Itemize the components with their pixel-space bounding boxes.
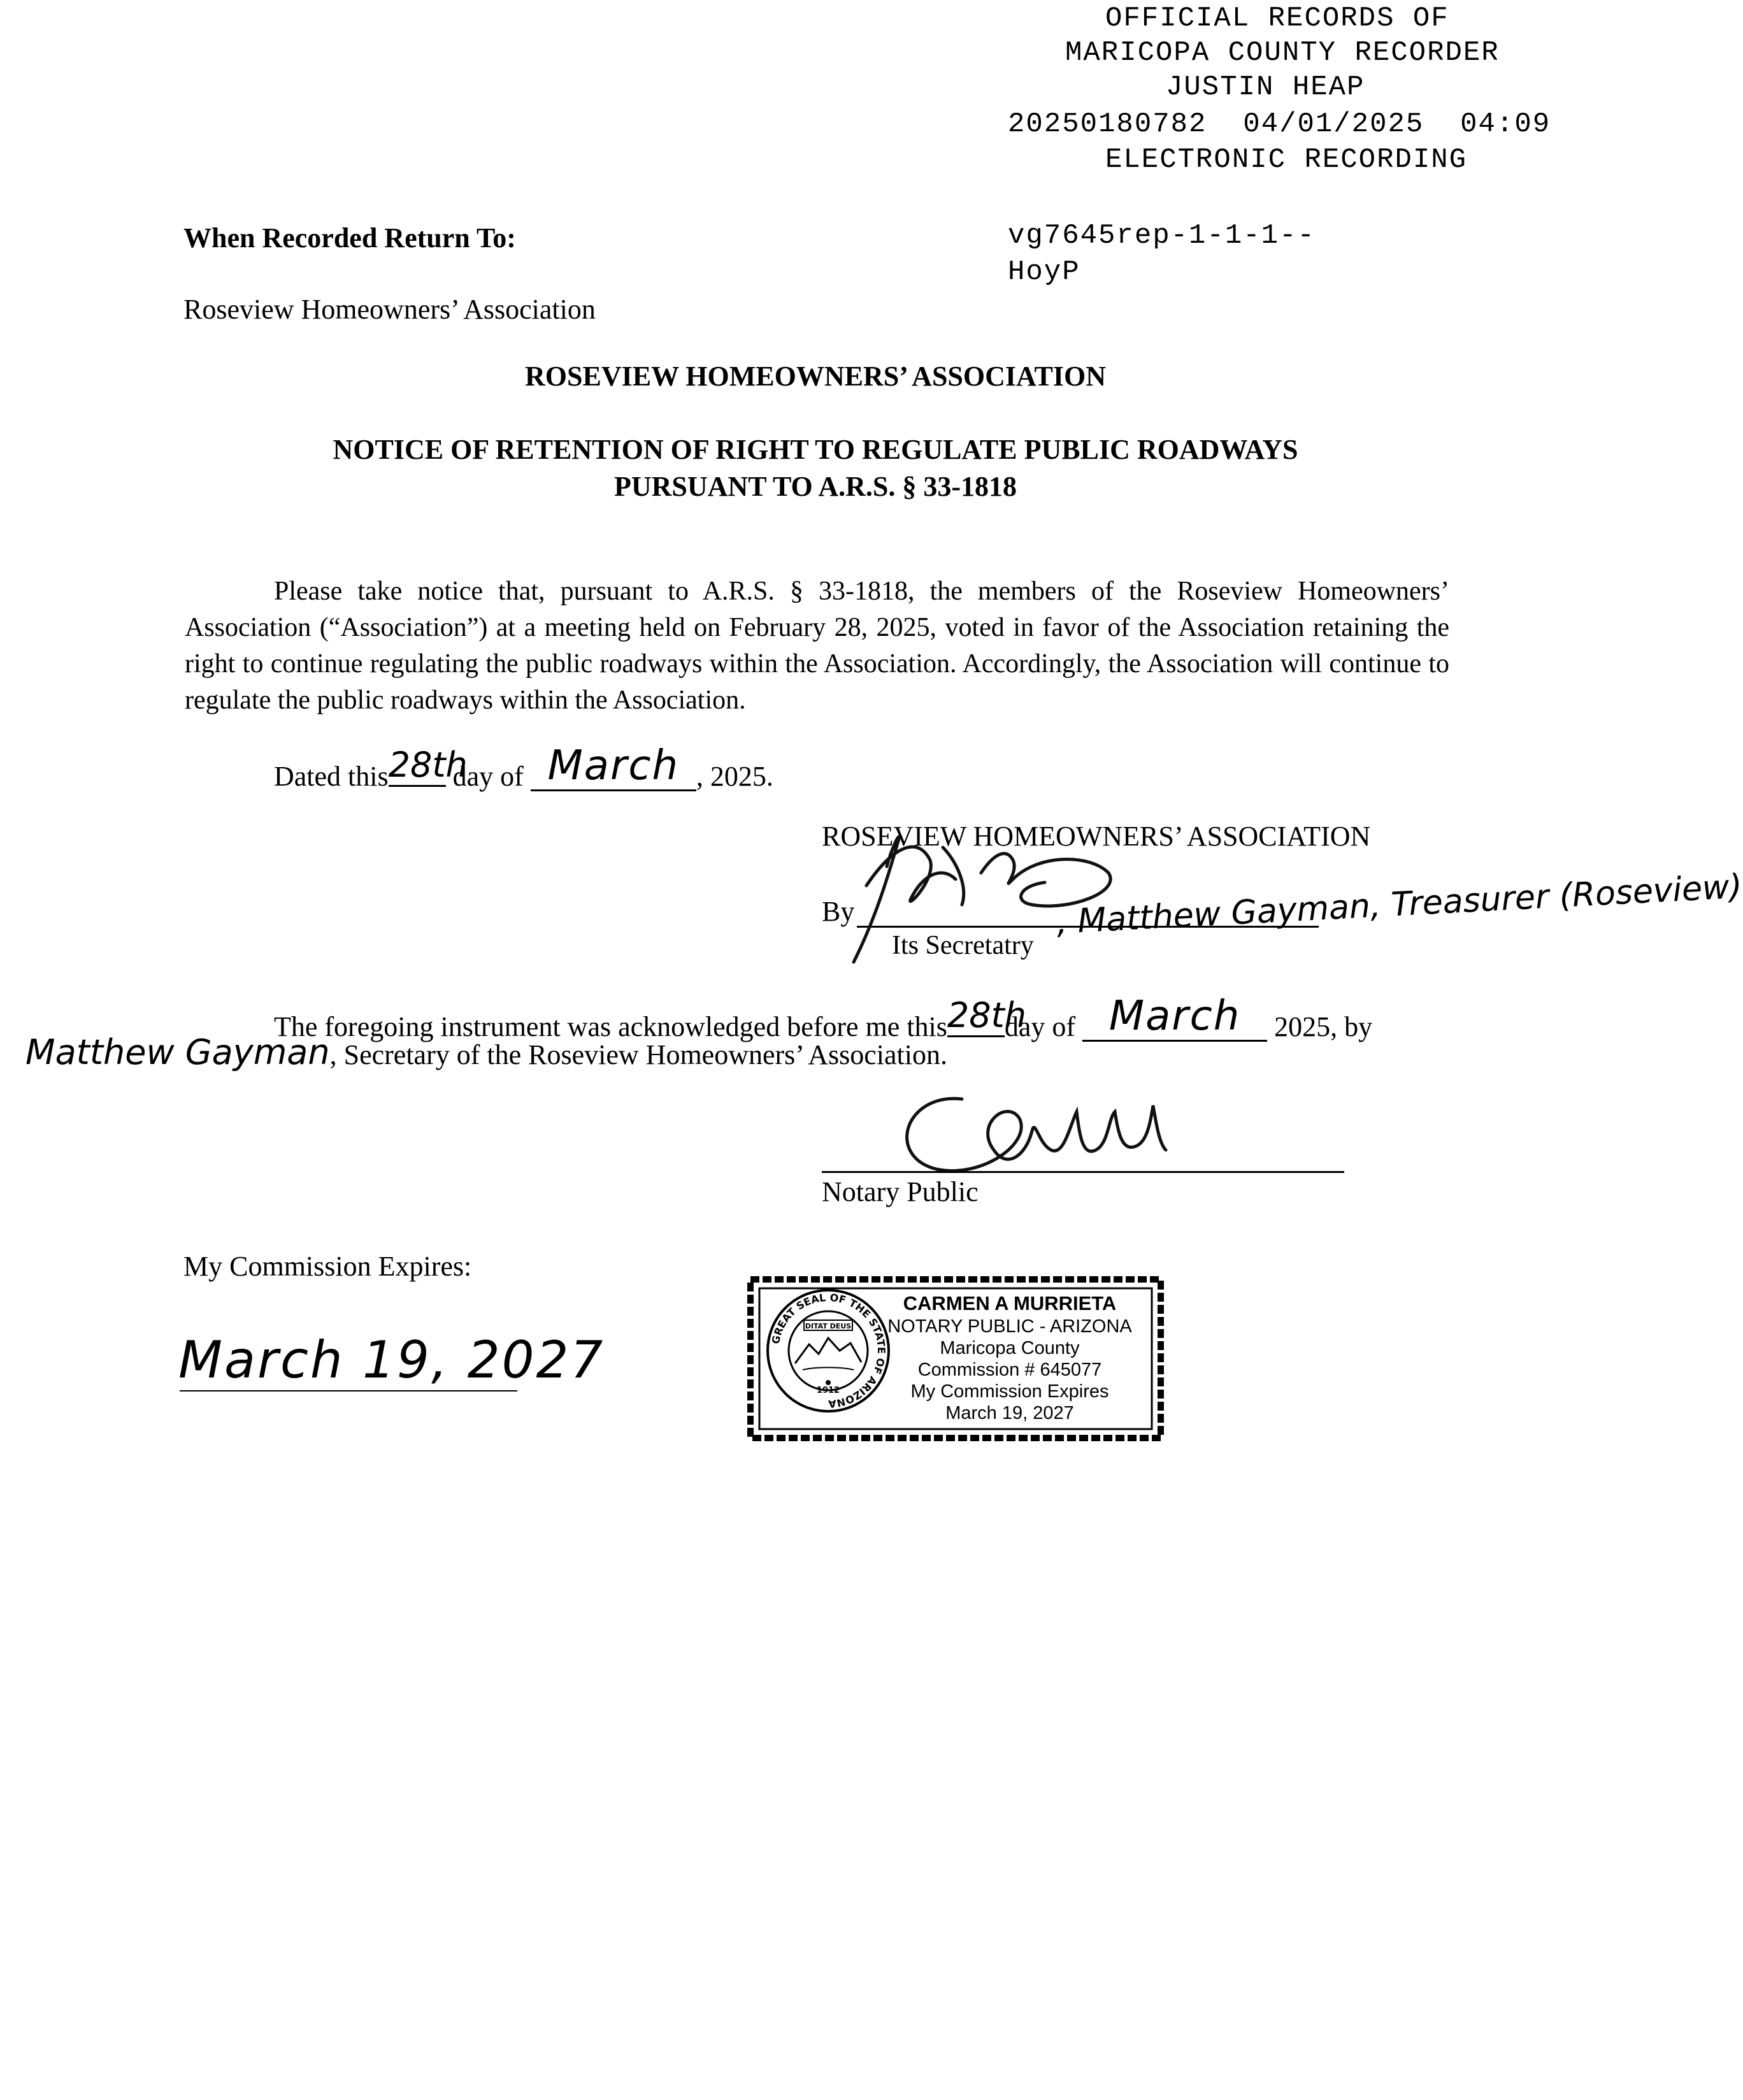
notice-title-line-2: PURSUANT TO A.R.S. § 33-1818 (613, 471, 1017, 502)
notary-stamp-expires-date: March 19, 2027 (945, 1403, 1074, 1423)
signature-association-name: ROSEVIEW HOMEOWNERS’ ASSOCIATION (822, 821, 1371, 852)
acknowledgment-day-handwritten: 28th (947, 995, 1005, 1037)
signature-handwritten-title: , Matthew Gayman, Treasurer (Roseview) (1055, 867, 1743, 942)
recording-stamp-line-5: ELECTRONIC RECORDING (1105, 144, 1468, 176)
body-paragraph (185, 573, 1449, 719)
notary-stamp-title: NOTARY PUBLIC - ARIZONA (887, 1316, 1132, 1337)
signature-by-label: By (822, 896, 855, 927)
body-text: Please take notice that, pursuant to A.R.S. § 33-1818, the members of the Roseview Homeowners’ Association (“Association”) at a meeting held on February 28, 2025, voted in favor of the Association retaining the right to continue regulating the public roadways within the Association. Accordingly, the Association will continue to regulate the public roadways within the Association. (185, 577, 1449, 715)
recording-stamp-line-3: JUSTIN HEAP (1166, 71, 1365, 103)
notary-stamp-commission: Commission # 645077 (917, 1360, 1102, 1380)
seal-ring-text: GREAT SEAL OF THE STATE OF ARIZONA (769, 1291, 888, 1411)
notary-signature (866, 1086, 1223, 1188)
dated-day-handwritten: 28th (389, 745, 446, 787)
notary-stamp-name: CARMEN A MURRIETA (903, 1292, 1117, 1314)
acknowledgment-signer-handwritten: Matthew Gayman (25, 1032, 330, 1072)
notary-stamp-expires-label: My Commission Expires (910, 1381, 1109, 1402)
notary-signature-line (822, 1171, 1344, 1173)
commission-underline (180, 1390, 517, 1392)
dated-suffix: , 2025. (696, 761, 773, 792)
notary-stamp-county: Maricopa County (940, 1338, 1080, 1358)
acknowledgment-line-2 (25, 1032, 947, 1072)
recording-stamp-line-2: MARICOPA COUNTY RECORDER (1065, 37, 1500, 69)
commission-expires-label: My Commission Expires: (183, 1251, 472, 1282)
acknowledgment-middle: day of (1004, 1011, 1076, 1042)
association-title: ROSEVIEW HOMEOWNERS’ ASSOCIATION (525, 361, 1106, 392)
recording-stamp-line-1: OFFICIAL RECORDS OF (1105, 3, 1449, 34)
dated-middle: day of (452, 761, 524, 792)
notice-title-line-1: NOTICE OF RETENTION OF RIGHT TO REGULATE PUBLIC ROADWAYS (333, 434, 1298, 465)
return-to-name: Roseview Homeowners’ Association (183, 294, 596, 325)
acknowledgment-suffix: 2025, by (1274, 1011, 1373, 1042)
acknowledgment-month-handwritten: March (1082, 993, 1267, 1042)
dated-line (274, 742, 773, 798)
notary-public-label: Notary Public (822, 1176, 979, 1207)
return-to-heading: When Recorded Return To: (183, 222, 516, 254)
seal-year: 1912 (816, 1386, 840, 1395)
commission-expires-handwritten: March 19, 2027 (178, 1330, 605, 1390)
acknowledgment-prefix: The foregoing instrument was acknowledged before me this (274, 1011, 947, 1042)
recording-stamp-line-4: 20250180782 04/01/2025 04:09 (1008, 108, 1551, 140)
dated-month-handwritten: March (531, 742, 696, 791)
dated-prefix: Dated this (274, 761, 389, 792)
seal-motto: DITAT DEUS (805, 1322, 852, 1330)
signature-title-label: Its Secretatry (892, 931, 1034, 960)
reference-code-line-2: HoyP (1008, 256, 1080, 288)
acknowledgment-line-2-rest: , Secretary of the Roseview Homeowners’ Association. (329, 1039, 947, 1070)
reference-code-line-1: vg7645rep-1-1-1-- (1008, 220, 1316, 252)
